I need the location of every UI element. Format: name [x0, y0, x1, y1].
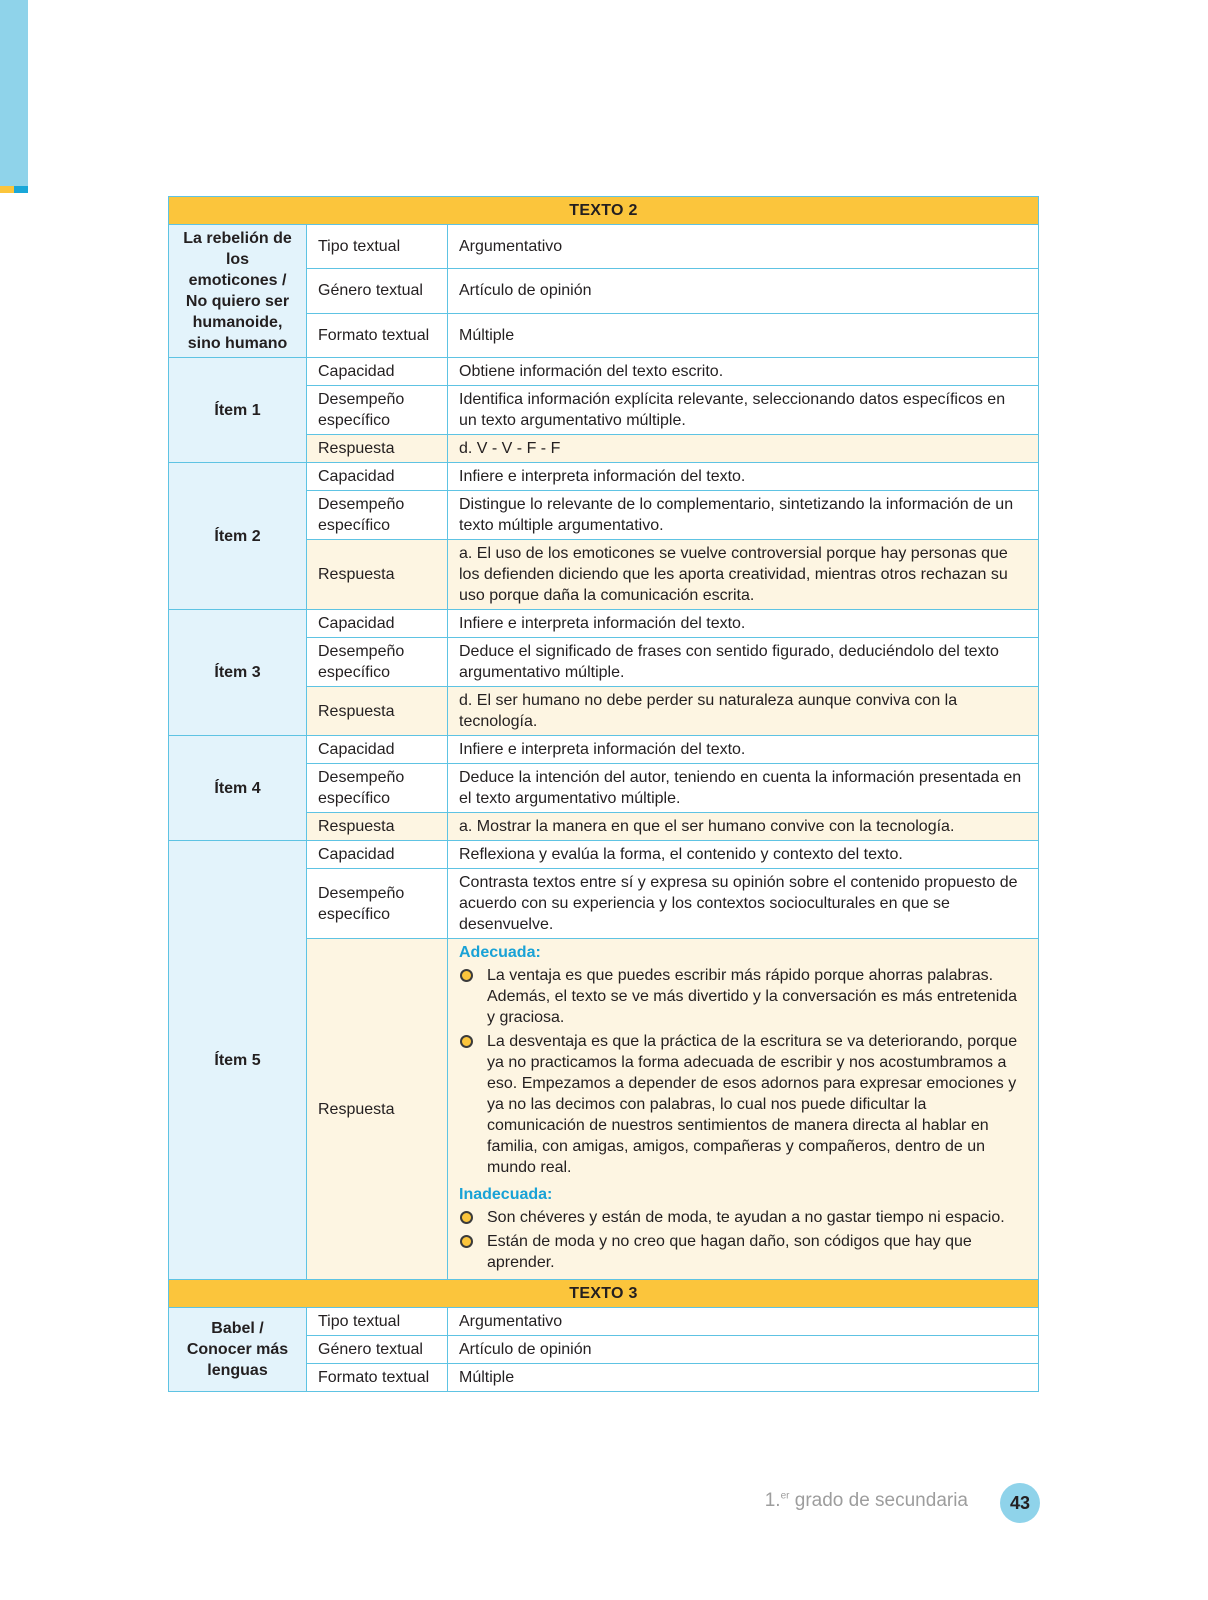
texto3-row	[169, 1308, 1039, 1336]
inadecuada-list	[459, 1207, 1027, 1273]
item2-capacidad-row	[169, 463, 1039, 491]
side-accent-bar	[0, 0, 28, 186]
list-item: La desventaja es que la práctica de la escritura se va deteriorando, porque ya no practicamos la forma adecuada de escribir y nos acostumbramos a eso. Empezamos a depender de esos adornos para expresar emociones y ya no las decimos con palabras, lo cual nos puede dificultar la comunicación de nuestros sentimientos de manera directa al hablar en familia, con amigas, amigos, compañeras y compañeros, dentro de un mundo real.	[459, 1031, 1027, 1178]
item3-label: Ítem 3	[169, 610, 307, 736]
capacidad-value: Obtiene información del texto escrito.	[448, 358, 1039, 386]
capacidad-label: Capacidad	[307, 841, 448, 869]
capacidad-label: Capacidad	[307, 358, 448, 386]
side-accent-blue	[14, 186, 28, 193]
item5-capacidad-row	[169, 841, 1039, 869]
bullet-icon	[460, 1235, 473, 1248]
desempeno-value: Identifica información explícita relevante, seleccionando datos específicos en un texto argumentativo múltiple.	[448, 386, 1039, 435]
respuesta-value: a. Mostrar la manera en que el ser humano convive con la tecnología.	[448, 813, 1039, 841]
desempeno-label: Desempeño específico	[307, 869, 448, 939]
texto2-row	[169, 225, 1039, 269]
bullet-icon	[460, 1211, 473, 1224]
capacidad-label: Capacidad	[307, 736, 448, 764]
respuesta-label: Respuesta	[307, 687, 448, 736]
desempeno-value: Deduce la intención del autor, teniendo en cuenta la información presentada en el texto argumentativo múltiple.	[448, 764, 1039, 813]
texto2-header-row	[169, 197, 1039, 225]
texto3-header-row	[169, 1280, 1039, 1308]
row-value: Argumentativo	[448, 225, 1039, 269]
page-number: 43	[1000, 1483, 1040, 1523]
respuesta-value	[448, 939, 1039, 1280]
respuesta-label: Respuesta	[307, 540, 448, 610]
row-label: Formato textual	[307, 313, 448, 357]
row-label: Género textual	[307, 1336, 448, 1364]
respuesta-value: a. El uso de los emoticones se vuelve controversial porque hay personas que los defienden diciendo que les aporta creatividad, mientras otros rechazan su uso porque daña la comunicación escrita.	[448, 540, 1039, 610]
capacidad-label: Capacidad	[307, 610, 448, 638]
row-value: Artículo de opinión	[448, 269, 1039, 313]
list-item: La ventaja es que puedes escribir más rápido porque ahorras palabras. Además, el texto se ve más divertido y la conversación es más entretenida y graciosa.	[459, 965, 1027, 1028]
desempeno-value: Contrasta textos entre sí y expresa su opinión sobre el contenido propuesto de acuerdo con su experiencia y los contextos socioculturales en que se desenvuelve.	[448, 869, 1039, 939]
item3-capacidad-row	[169, 610, 1039, 638]
list-item: Son chéveres y están de moda, te ayudan a no gastar tiempo ni espacio.	[459, 1207, 1027, 1228]
texto3-title: Babel / Conocer más lenguas	[169, 1308, 307, 1392]
item1-capacidad-row	[169, 358, 1039, 386]
desempeno-value: Deduce el significado de frases con sentido figurado, deduciéndolo del texto argumentativo múltiple.	[448, 638, 1039, 687]
row-value: Múltiple	[448, 313, 1039, 357]
desempeno-label: Desempeño específico	[307, 764, 448, 813]
respuesta-label: Respuesta	[307, 435, 448, 463]
row-value: Argumentativo	[448, 1308, 1039, 1336]
capacidad-value: Reflexiona y evalúa la forma, el contenido y contexto del texto.	[448, 841, 1039, 869]
item5-label: Ítem 5	[169, 841, 307, 1280]
row-label: Género textual	[307, 269, 448, 313]
row-label: Tipo textual	[307, 225, 448, 269]
desempeno-value: Distingue lo relevante de lo complementario, sintetizando la información de un texto múltiple argumentativo.	[448, 491, 1039, 540]
list-item: Están de moda y no creo que hagan daño, son códigos que hay que aprender.	[459, 1231, 1027, 1273]
bullet-icon	[460, 969, 473, 982]
desempeno-label: Desempeño específico	[307, 491, 448, 540]
capacidad-label: Capacidad	[307, 463, 448, 491]
item4-label: Ítem 4	[169, 736, 307, 841]
capacidad-value: Infiere e interpreta información del texto.	[448, 736, 1039, 764]
capacidad-value: Infiere e interpreta información del texto.	[448, 463, 1039, 491]
item1-label: Ítem 1	[169, 358, 307, 463]
bullet-icon	[460, 1035, 473, 1048]
grade-footer: 1.$^{er}$ grado de secundaria	[764, 1490, 968, 1511]
adecuada-list	[459, 965, 1027, 1178]
texto2-title: La rebelión de los emoticones / No quiero ser humanoide, sino humano	[169, 225, 307, 358]
row-value: Artículo de opinión	[448, 1336, 1039, 1364]
desempeno-label: Desempeño específico	[307, 386, 448, 435]
texto3-header: TEXTO 3	[169, 1280, 1039, 1308]
row-label: Formato textual	[307, 1364, 448, 1392]
desempeno-label: Desempeño específico	[307, 638, 448, 687]
capacidad-value: Infiere e interpreta información del texto.	[448, 610, 1039, 638]
row-value: Múltiple	[448, 1364, 1039, 1392]
item2-label: Ítem 2	[169, 463, 307, 610]
adecuada-heading: Adecuada:	[459, 944, 541, 961]
respuesta-value: d. V - V - F - F	[448, 435, 1039, 463]
texto2-header: TEXTO 2	[169, 197, 1039, 225]
evaluation-table	[168, 196, 1039, 1392]
item4-capacidad-row	[169, 736, 1039, 764]
respuesta-value: d. El ser humano no debe perder su naturaleza aunque conviva con la tecnología.	[448, 687, 1039, 736]
inadecuada-heading: Inadecuada:	[459, 1186, 553, 1203]
respuesta-label: Respuesta	[307, 939, 448, 1280]
row-label: Tipo textual	[307, 1308, 448, 1336]
respuesta-label: Respuesta	[307, 813, 448, 841]
side-accent-yellow	[0, 186, 14, 193]
